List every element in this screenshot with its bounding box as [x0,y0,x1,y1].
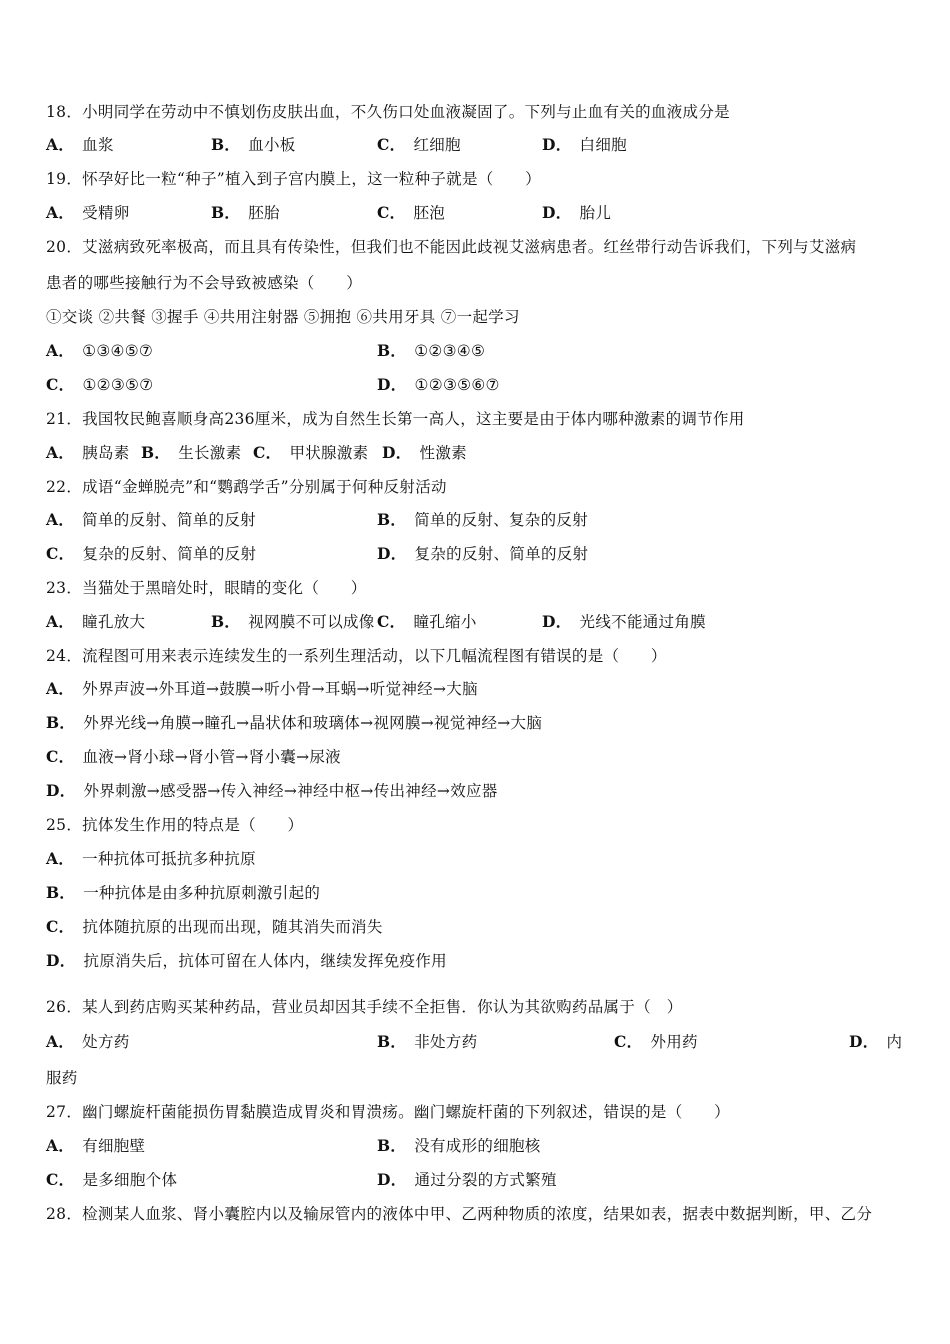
question-20-items: ①交谈 ②共餐 ③握手 ④共用注射器 ⑤拥抱 ⑥共用牙具 ⑦一起学习 [46,308,520,326]
q26-option-d: D． 内 [849,1032,903,1051]
q20-option-b: B． ①②③④⑤ [377,341,486,360]
question-27-stem: 27．幽门螺旋杆菌能损伤胃黏膜造成胃炎和胃溃疡。幽门螺旋杆菌的下列叙述，错误的是（ ） [46,1103,730,1121]
question-19-stem: 19．怀孕好比一粒“种子”植入到子宫内膜上，这一粒种子就是（ ） [46,170,541,188]
question-23-stem: 23．当猫处于黑暗处时，眼睛的变化（ ） [46,579,367,597]
q21-option-b: B． 生长激素 [141,443,242,462]
q19-option-c: C． 胚泡 [377,203,446,222]
q20-option-c: C． ①②③⑤⑦ [46,375,154,394]
q26-option-a: A． 处方药 [46,1032,130,1051]
question-24-stem: 24．流程图可用来表示连续发生的一系列生理活动，以下几幅流程图有错误的是（ ） [46,647,667,665]
q24-option-a: A． 外界声波→外耳道→鼓膜→听小骨→耳蜗→听觉神经→大脑 [46,679,478,698]
q23-option-a: A． 瞳孔放大 [46,612,146,631]
q26-option-c: C． 外用药 [614,1032,698,1051]
question-21-stem: 21．我国牧民鲍喜顺身高236厘米，成为自然生长第一高人，这主要是由于体内哪种激素的调节作用 [46,410,745,428]
q27-option-d: D． 通过分裂的方式繁殖 [377,1170,557,1189]
q18-option-c: C． 红细胞 [377,135,461,154]
q27-option-c: C． 是多细胞个体 [46,1170,178,1189]
q25-option-c: C． 抗体随抗原的出现而出现，随其消失而消失 [46,917,383,936]
q27-option-b: B． 没有成形的细胞核 [377,1136,541,1155]
q24-option-d: D． 外界刺激→感受器→传入神经→神经中枢→传出神经→效应器 [46,781,498,800]
question-26-stem: 26．某人到药店购买某种药品，营业员却因其手续不全拒售．你认为其欲购药品属于（ ） [46,998,683,1016]
q21-option-a: A． 胰岛素 [46,443,130,462]
q23-option-d: D． 光线不能通过角膜 [542,612,706,631]
q21-option-d: D． 性激素 [382,443,467,462]
q23-option-b: B． 视网膜不可以成像 [211,612,375,631]
q19-option-a: A． 受精卵 [46,203,130,222]
q20-option-a: A． ①③④⑤⑦ [46,341,154,360]
question-22-stem: 22．成语“金蝉脱壳”和“鹦鹉学舌”分别属于何种反射活动 [46,478,447,496]
q21-option-c: C． 甲状腺激素 [253,443,369,462]
q22-option-d: D． 复杂的反射、简单的反射 [377,544,589,563]
q19-option-d: D． 胎儿 [542,203,612,222]
q18-option-b: B． 血小板 [211,135,296,154]
question-20-stem-line2: 患者的哪些接触行为不会导致被感染（ ） [46,274,363,292]
q26-option-d-wrap: 服药 [46,1069,78,1087]
q22-option-b: B． 简单的反射、复杂的反射 [377,510,589,529]
q20-option-d: D． ①②③⑤⑥⑦ [377,375,500,394]
question-25-stem: 25．抗体发生作用的特点是（ ） [46,816,304,834]
q18-option-d: D． 白细胞 [542,135,627,154]
q23-option-c: C． 瞳孔缩小 [377,612,477,631]
q24-option-c: C． 血液→肾小球→肾小管→肾小囊→尿液 [46,747,341,766]
q19-option-b: B． 胚胎 [211,203,280,222]
q25-option-a: A． 一种抗体可抵抗多种抗原 [46,849,256,868]
q22-option-c: C． 复杂的反射、简单的反射 [46,544,257,563]
q25-option-b: B． 一种抗体是由多种抗原刺激引起的 [46,883,321,902]
q18-option-a: A． 血浆 [46,135,114,154]
question-18-stem: 18．小明同学在劳动中不慎划伤皮肤出血，不久伤口处血液凝固了。下列与止血有关的血液成分是 [46,103,730,121]
q24-option-b: B． 外界光线→角膜→瞳孔→晶状体和玻璃体→视网膜→视觉神经→大脑 [46,713,543,732]
q25-option-d: D． 抗原消失后，抗体可留在人体内，继续发挥免疫作用 [46,951,447,970]
q27-option-a: A． 有细胞壁 [46,1136,146,1155]
q26-option-b: B． 非处方药 [377,1032,478,1051]
question-20-stem-line1: 20．艾滋病致死率极高，而且具有传染性，但我们也不能因此歧视艾滋病患者。红丝带行动告诉我们，下列与艾滋病 [46,238,857,256]
q22-option-a: A． 简单的反射、简单的反射 [46,510,256,529]
question-28-stem: 28．检测某人血浆、肾小囊腔内以及输尿管内的液体中甲、乙两种物质的浓度，结果如表，据表中数据判断，甲、乙分 [46,1205,873,1223]
